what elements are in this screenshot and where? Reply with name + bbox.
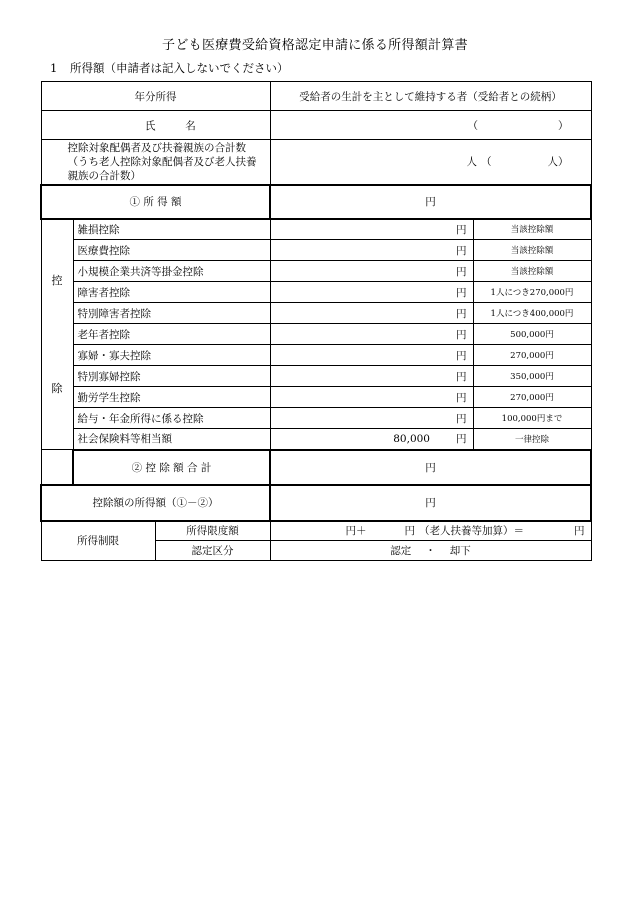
income-row xyxy=(41,185,591,219)
income-label: ① 所 得 額 xyxy=(41,185,270,219)
income-limit-label: 所得制限 xyxy=(41,521,155,561)
header-row xyxy=(41,82,591,111)
deduction-amount-cell[interactable]: 円 xyxy=(270,261,473,282)
deduction-note: 当該控除額 xyxy=(473,240,591,261)
deduction-row xyxy=(41,366,591,387)
reject-option: 却下 xyxy=(449,545,471,557)
dependents-row xyxy=(41,140,591,185)
deduction-label: 医療費控除 xyxy=(73,240,270,261)
deduction-row xyxy=(41,261,591,282)
limit-row-1 xyxy=(41,521,591,541)
deduction-label: 小規模企業共済等掛金控除 xyxy=(73,261,270,282)
deduction-label: 勤労学生控除 xyxy=(73,387,270,408)
deduction-total-input-cell[interactable]: 円 xyxy=(270,450,591,485)
deduction-note: 1人につき400,000円 xyxy=(473,303,591,324)
income-input-cell[interactable]: 円 xyxy=(270,185,591,219)
deduction-note: 当該控除額 xyxy=(473,219,591,240)
deduction-amount-cell[interactable]: 円 xyxy=(270,324,473,345)
net-income-row xyxy=(41,485,591,521)
deduction-note: 一律控除 xyxy=(473,429,591,450)
deduction-amount-cell[interactable]: 円 xyxy=(270,366,473,387)
section-title: 所得額（申請者は記入しないでください） xyxy=(70,61,289,75)
certification-label: 認定区分 xyxy=(155,541,270,561)
deduction-row xyxy=(41,282,591,303)
deduction-label: 社会保険料等相当額 xyxy=(73,429,270,450)
deduction-label: 老年者控除 xyxy=(73,324,270,345)
name-label: 氏 名 xyxy=(41,111,270,140)
deduction-amount-cell[interactable]: 円 xyxy=(270,219,473,240)
deduction-note: 350,000円 xyxy=(473,366,591,387)
deduction-row xyxy=(41,324,591,345)
deduction-note: 100,000円まで xyxy=(473,408,591,429)
deduction-row xyxy=(41,240,591,261)
deduction-amount-cell[interactable]: 円 xyxy=(270,345,473,366)
income-calculation-table xyxy=(40,81,592,561)
deduction-amount-cell[interactable]: 円 xyxy=(270,408,473,429)
deduction-amount-cell[interactable]: 80,000 円 xyxy=(270,429,473,450)
deduction-label: 寡婦・寡夫控除 xyxy=(73,345,270,366)
deduction-row xyxy=(41,345,591,366)
deduction-label: 障害者控除 xyxy=(73,282,270,303)
deduction-label: 雑損控除 xyxy=(73,219,270,240)
deduction-label: 特別障害者控除 xyxy=(73,303,270,324)
deduction-total-row xyxy=(41,450,591,485)
approve-option: 認定 xyxy=(390,545,412,557)
deduction-note: 当該控除額 xyxy=(473,261,591,282)
deduction-note: 270,000円 xyxy=(473,387,591,408)
name-input-cell[interactable]: （ ） xyxy=(270,111,591,140)
document-title: 子ども医療費受給資格認定申請に係る所得額計算書 xyxy=(162,38,468,53)
deduction-label: 給与・年金所得に係る控除 xyxy=(73,408,270,429)
deduction-side-label: 控 除 xyxy=(41,219,73,450)
header-year-income: 年分所得 xyxy=(41,82,270,111)
limit-amount-label: 所得限度額 xyxy=(155,521,270,541)
limit-amount-input-cell[interactable]: 円＋ 円 （老人扶養等加算）＝ 円 xyxy=(270,521,591,541)
deduction-note: 1人につき270,000円 xyxy=(473,282,591,303)
deduction-row xyxy=(41,429,591,450)
deduction-row xyxy=(41,387,591,408)
deduction-note: 500,000円 xyxy=(473,324,591,345)
deduction-amount-cell[interactable]: 円 xyxy=(270,240,473,261)
deduction-row xyxy=(41,408,591,429)
deduction-amount-cell[interactable]: 円 xyxy=(270,303,473,324)
deduction-total-label: ② 控 除 額 合 計 xyxy=(73,450,270,485)
deduction-amount-cell[interactable]: 円 xyxy=(270,282,473,303)
deduction-note: 270,000円 xyxy=(473,345,591,366)
deduction-label: 特別寡婦控除 xyxy=(73,366,270,387)
deduction-amount-cell[interactable]: 円 xyxy=(270,387,473,408)
certification-choice-cell[interactable]: 認定 ・ 却下 xyxy=(270,541,591,561)
deduction-row xyxy=(41,303,591,324)
section-number: 1 xyxy=(50,61,58,75)
dependents-input-cell[interactable]: 人 （ 人） xyxy=(270,140,591,185)
name-row xyxy=(41,111,591,140)
dependents-label: 控除対象配偶者及び扶養親族の合計数（うち老人控除対象配偶者及び老人扶養親族の合計数） xyxy=(41,140,270,185)
net-income-label: 控除額の所得額（①－②） xyxy=(41,485,270,521)
net-income-input-cell[interactable]: 円 xyxy=(270,485,591,521)
deduction-row xyxy=(41,219,591,240)
header-supporter: 受給者の生計を主として維持する者（受給者との続柄） xyxy=(270,82,591,111)
deduction-total-spacer xyxy=(41,450,73,485)
section-heading xyxy=(50,60,289,76)
